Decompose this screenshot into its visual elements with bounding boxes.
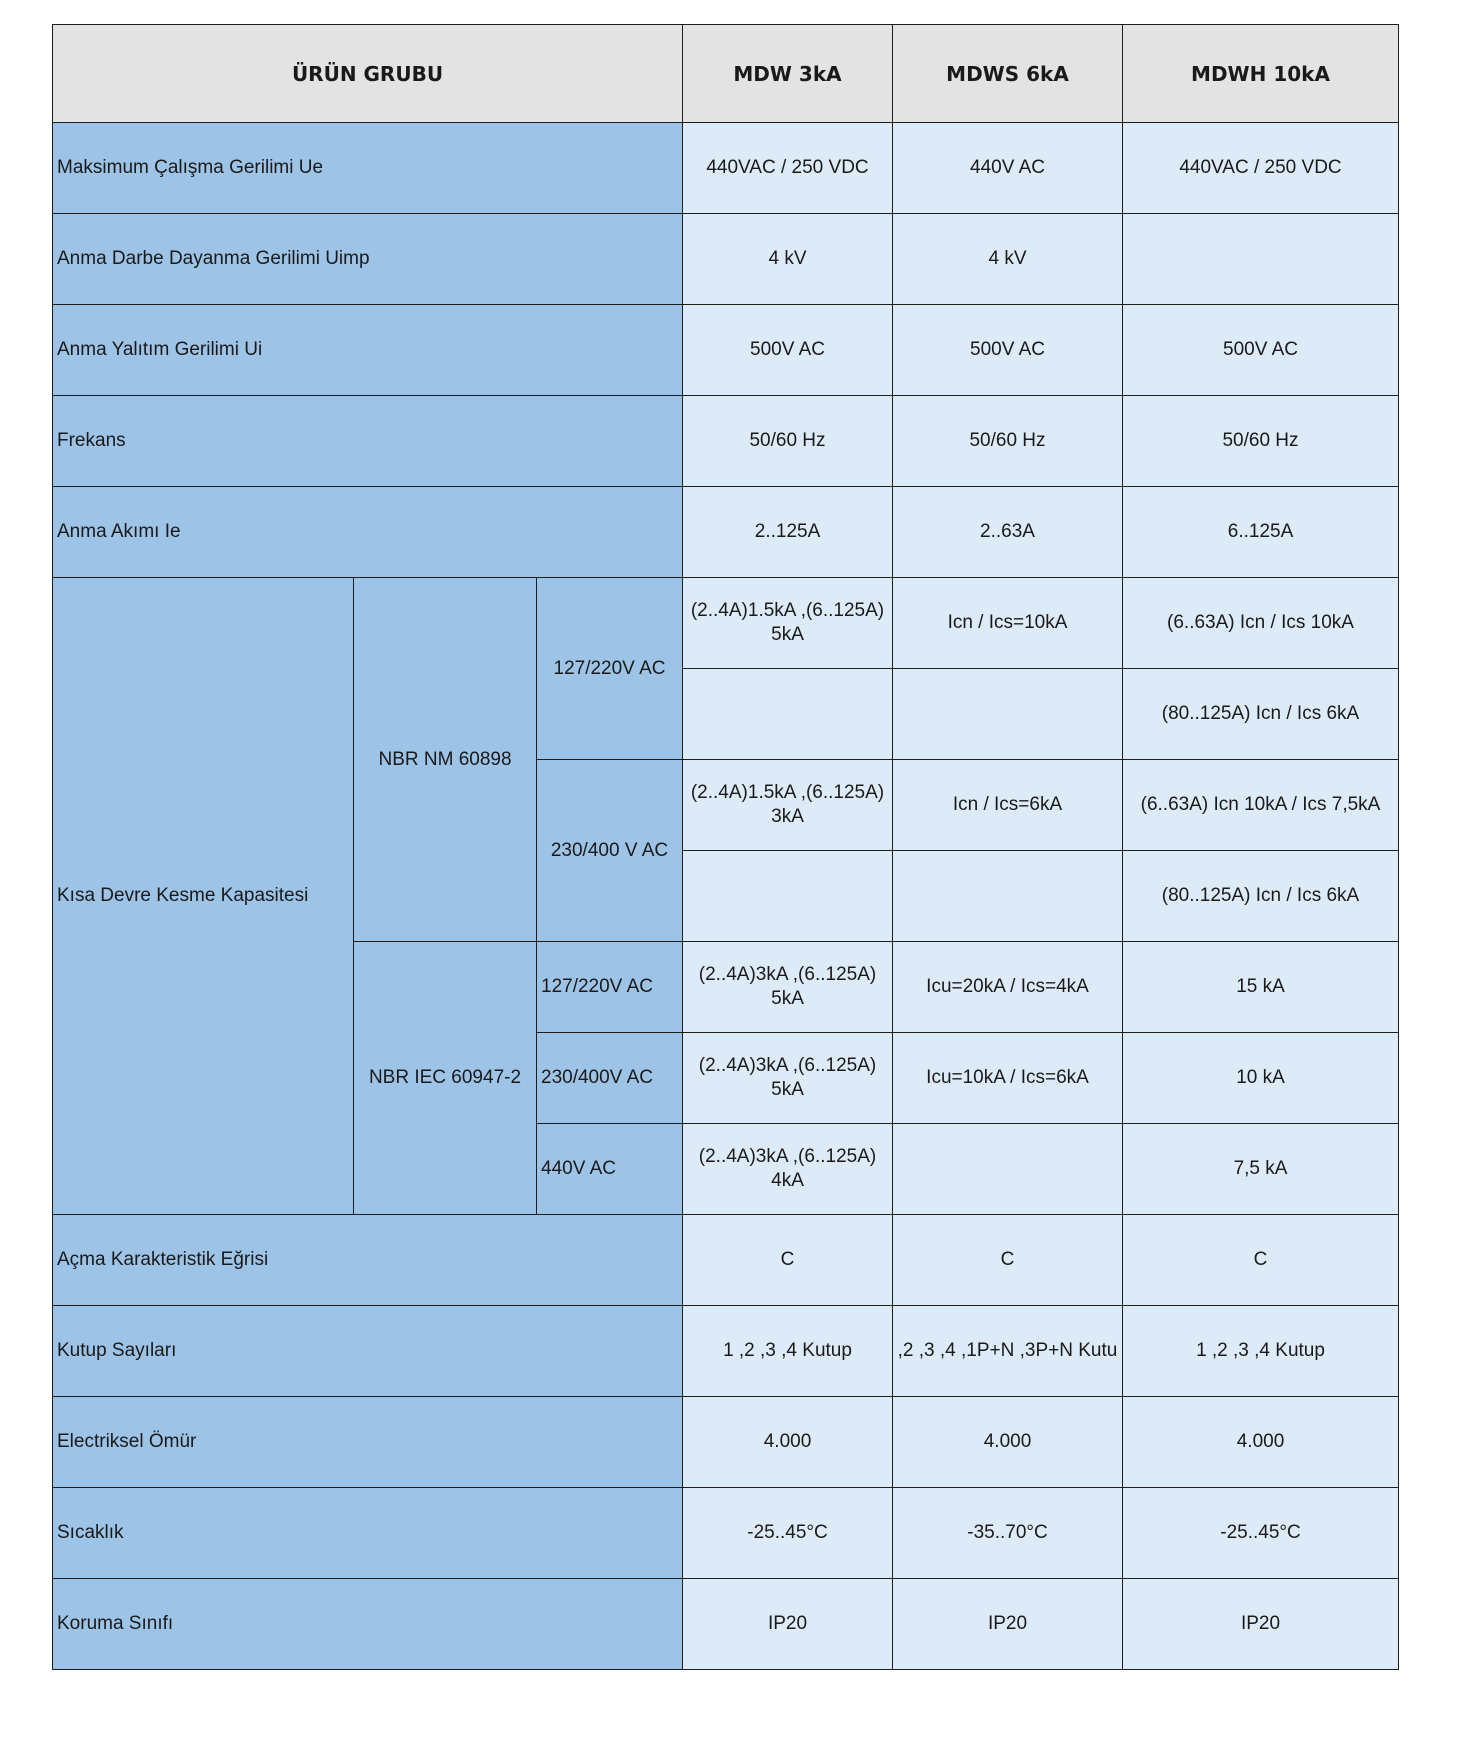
cell-mdwh: (6..63A) Icn / Ics 10kA xyxy=(1123,578,1399,669)
cell-mdws xyxy=(893,669,1123,760)
cell-mdw: (2..4A)1.5kA ,(6..125A) 5kA xyxy=(683,578,893,669)
cell-mdwh: 50/60 Hz xyxy=(1123,396,1399,487)
row-label: Anma Akımı Ie xyxy=(53,487,683,578)
cell-mdw: 4 kV xyxy=(683,214,893,305)
table-row xyxy=(53,487,1399,578)
row-label: Electriksel Ömür xyxy=(53,1397,683,1488)
row-label: Maksimum Çalışma Gerilimi Ue xyxy=(53,123,683,214)
table-row xyxy=(53,1579,1399,1670)
table-row xyxy=(53,396,1399,487)
cell-mdws: IP20 xyxy=(893,1579,1123,1670)
cell-mdws xyxy=(893,1124,1123,1215)
cell-mdw: -25..45°C xyxy=(683,1488,893,1579)
spec-table xyxy=(52,24,1399,1670)
cell-mdws xyxy=(893,851,1123,942)
cell-mdws: 440V AC xyxy=(893,123,1123,214)
cell-mdw: 440VAC / 250 VDC xyxy=(683,123,893,214)
table-row xyxy=(53,1215,1399,1306)
row-label: Frekans xyxy=(53,396,683,487)
cell-mdw: (2..4A)3kA ,(6..125A) 5kA xyxy=(683,942,893,1033)
voltage-label: 230/400 V AC xyxy=(537,760,683,942)
row-label: Kutup Sayıları xyxy=(53,1306,683,1397)
cell-mdwh: -25..45°C xyxy=(1123,1488,1399,1579)
cell-mdw: (2..4A)1.5kA ,(6..125A) 3kA xyxy=(683,760,893,851)
cell-mdwh: 500V AC xyxy=(1123,305,1399,396)
table-row xyxy=(53,305,1399,396)
cell-mdwh: 4.000 xyxy=(1123,1397,1399,1488)
cell-mdwh: 7,5 kA xyxy=(1123,1124,1399,1215)
cell-mdws: C xyxy=(893,1215,1123,1306)
col-header-mdwh: MDWH 10kA xyxy=(1123,25,1399,123)
product-group-header: ÜRÜN GRUBU xyxy=(53,25,683,123)
cell-mdwh: 6..125A xyxy=(1123,487,1399,578)
row-label: Anma Yalıtım Gerilimi Ui xyxy=(53,305,683,396)
table-row xyxy=(53,1306,1399,1397)
standard-iec-label: NBR IEC 60947-2 xyxy=(354,942,537,1215)
cell-mdw: (2..4A)3kA ,(6..125A) 5kA xyxy=(683,1033,893,1124)
cell-mdws: 50/60 Hz xyxy=(893,396,1123,487)
cell-mdws: 4.000 xyxy=(893,1397,1123,1488)
cell-mdw: 1 ,2 ,3 ,4 Kutup xyxy=(683,1306,893,1397)
cell-mdw: 50/60 Hz xyxy=(683,396,893,487)
voltage-label: 127/220V AC xyxy=(537,942,683,1033)
cell-mdw xyxy=(683,669,893,760)
table-row xyxy=(53,1488,1399,1579)
cell-mdws: Icu=20kA / Ics=4kA xyxy=(893,942,1123,1033)
row-label: Açma Karakteristik Eğrisi xyxy=(53,1215,683,1306)
cell-mdwh: (80..125A) Icn / Ics 6kA xyxy=(1123,669,1399,760)
cell-mdw xyxy=(683,851,893,942)
col-header-mdw: MDW 3kA xyxy=(683,25,893,123)
cell-mdw: (2..4A)3kA ,(6..125A) 4kA xyxy=(683,1124,893,1215)
cell-mdw: C xyxy=(683,1215,893,1306)
voltage-label: 230/400V AC xyxy=(537,1033,683,1124)
voltage-label: 440V AC xyxy=(537,1124,683,1215)
cell-mdws: -35..70°C xyxy=(893,1488,1123,1579)
cell-mdws: Icn / Ics=6kA xyxy=(893,760,1123,851)
cell-mdwh: 1 ,2 ,3 ,4 Kutup xyxy=(1123,1306,1399,1397)
row-label: Anma Darbe Dayanma Gerilimi Uimp xyxy=(53,214,683,305)
cell-mdws: 500V AC xyxy=(893,305,1123,396)
cell-mdws: 4 kV xyxy=(893,214,1123,305)
short-circuit-label: Kısa Devre Kesme Kapasitesi xyxy=(53,578,354,1215)
cell-mdw: 4.000 xyxy=(683,1397,893,1488)
voltage-label: 127/220V AC xyxy=(537,578,683,760)
cell-mdw: 2..125A xyxy=(683,487,893,578)
cell-mdw: IP20 xyxy=(683,1579,893,1670)
standard-nm-label: NBR NM 60898 xyxy=(354,578,537,942)
cell-mdwh: 440VAC / 250 VDC xyxy=(1123,123,1399,214)
cell-mdws: 2..63A xyxy=(893,487,1123,578)
cell-mdwh: IP20 xyxy=(1123,1579,1399,1670)
cell-mdwh: 15 kA xyxy=(1123,942,1399,1033)
header-row xyxy=(53,25,1399,123)
cell-mdws: Icn / Ics=10kA xyxy=(893,578,1123,669)
cell-mdwh: (6..63A) Icn 10kA / Ics 7,5kA xyxy=(1123,760,1399,851)
cell-mdwh: C xyxy=(1123,1215,1399,1306)
cell-mdwh xyxy=(1123,214,1399,305)
table-row xyxy=(53,1397,1399,1488)
row-label: Sıcaklık xyxy=(53,1488,683,1579)
cell-mdwh: 10 kA xyxy=(1123,1033,1399,1124)
cell-mdwh: (80..125A) Icn / Ics 6kA xyxy=(1123,851,1399,942)
cell-mdws: ,2 ,3 ,4 ,1P+N ,3P+N Kutu xyxy=(893,1306,1123,1397)
table-row xyxy=(53,214,1399,305)
table-row xyxy=(53,123,1399,214)
cell-mdws: Icu=10kA / Ics=6kA xyxy=(893,1033,1123,1124)
cell-mdw: 500V AC xyxy=(683,305,893,396)
row-label: Koruma Sınıfı xyxy=(53,1579,683,1670)
col-header-mdws: MDWS 6kA xyxy=(893,25,1123,123)
table-row xyxy=(53,578,1399,669)
